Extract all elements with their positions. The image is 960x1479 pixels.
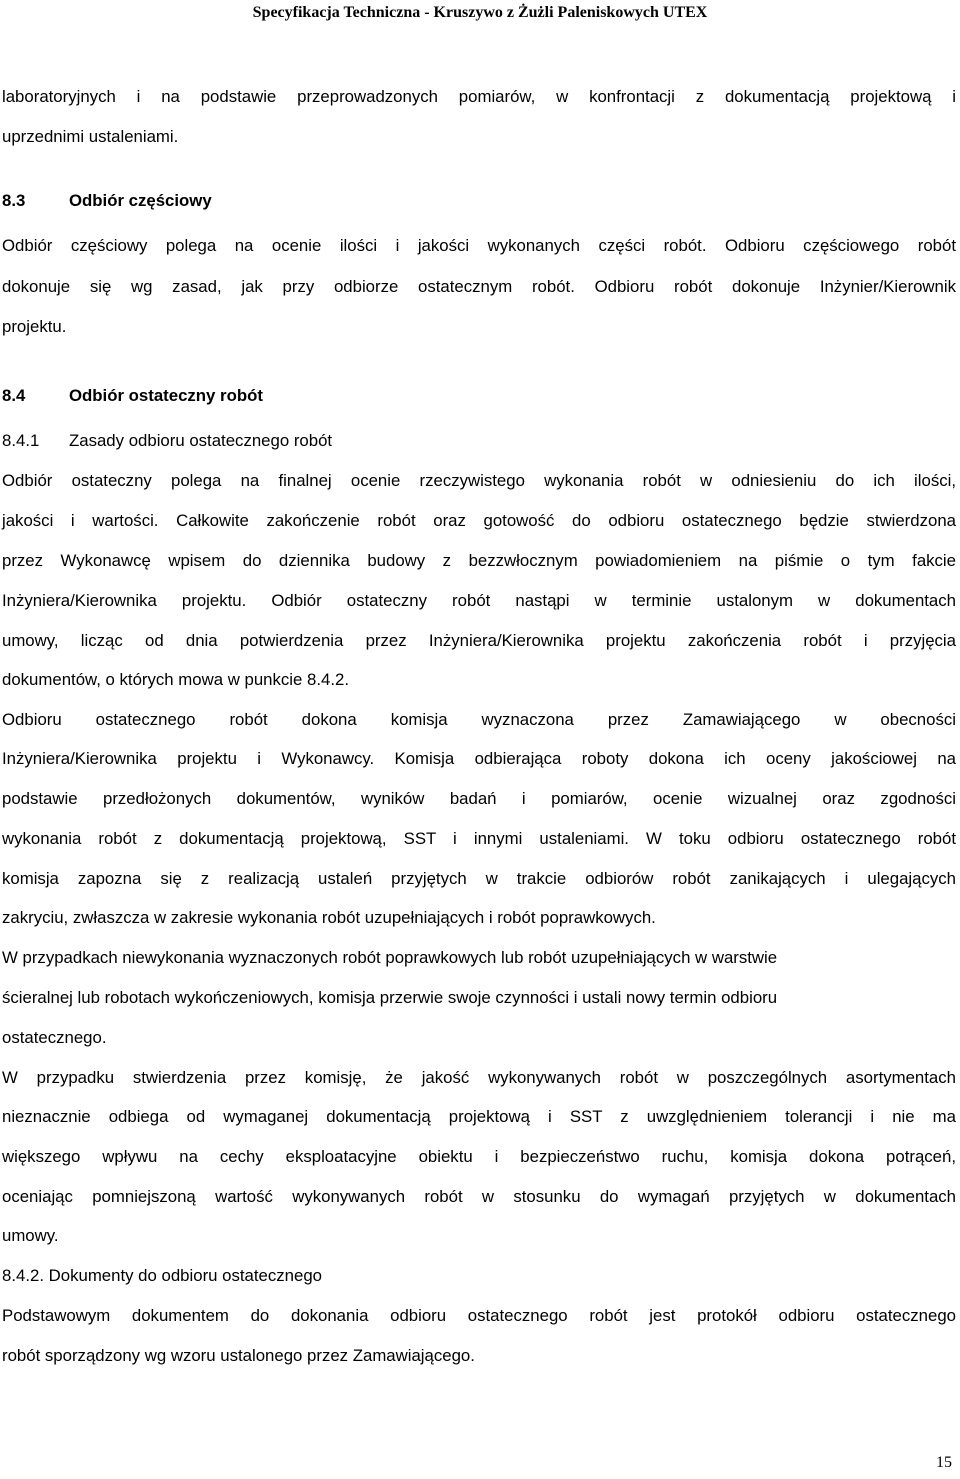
paragraph-line: dokumentów, o których mowa w punkcie 8.4.2. xyxy=(2,670,349,689)
paragraph-line: robót sporządzony wg wzoru ustalonego przez Zamawiającego. xyxy=(2,1346,475,1365)
paragraph-line: laboratoryjnych i na podstawie przeprowadzonych pomiarów, w konfrontacji z dokumentacją projektową i xyxy=(2,87,956,106)
subsection-heading-8-4-1 xyxy=(2,431,956,451)
paragraph-line: oceniając pomniejszoną wartość wykonywanych robót w stosunku do wymagań przyjętych w dokumentach xyxy=(2,1187,956,1206)
paragraph-line: uprzednimi ustaleniami. xyxy=(2,127,179,146)
subsection-title: Zasady odbioru ostatecznego robót xyxy=(69,431,333,450)
paragraph-line: ostatecznego. xyxy=(2,1028,107,1047)
section-heading-8-3 xyxy=(2,191,956,211)
section-number: 8.4 xyxy=(2,386,26,405)
paragraph-line: Inżyniera/Kierownika projektu i Wykonawcy. Komisja odbierająca roboty dokona ich oceny jakościowej na xyxy=(2,749,956,768)
paragraph-line: Odbioru ostatecznego robót dokona komisja wyznaczona przez Zamawiającego w obecności xyxy=(2,710,956,729)
subsection-number: 8.4.1 xyxy=(2,431,40,450)
paragraph-line: umowy, licząc od dnia potwierdzenia przez Inżyniera/Kierownika projektu zakończenia robót i przyjęcia xyxy=(2,631,956,650)
paragraph-line: Odbiór częściowy polega na ocenie ilości i jakości wykonanych części robót. Odbioru częściowego robót xyxy=(2,236,956,255)
paragraph-line: projektu. xyxy=(2,317,67,336)
paragraph-line: większego wpływu na cechy eksploatacyjne obiektu i bezpieczeństwo ruchu, komisja dokona potrąceń, xyxy=(2,1147,956,1166)
paragraph-line: Podstawowym dokumentem do dokonania odbioru ostatecznego robót jest protokół odbioru ostatecznego xyxy=(2,1306,956,1325)
document-header: Specyfikacja Techniczna - Kruszywo z Żużli Paleniskowych UTEX xyxy=(252,4,708,21)
paragraph-line: wykonania robót z dokumentacją projektową, SST i innymi ustaleniami. W toku odbioru ostatecznego robót xyxy=(2,829,956,848)
paragraph-line: przez Wykonawcę wpisem do dziennika budowy z bezzwłocznym powiadomieniem na piśmie o tym fakcie xyxy=(2,551,956,570)
paragraph-line: Inżyniera/Kierownika projektu. Odbiór ostateczny robót nastąpi w terminie ustalonym w dokumentach xyxy=(2,591,956,610)
section-heading-8-4 xyxy=(2,386,956,406)
paragraph-line: komisja zapozna się z realizacją ustaleń przyjętych w trakcie odbiorów robót zanikających i ulegających xyxy=(2,869,956,888)
paragraph-line: umowy. xyxy=(2,1226,59,1245)
section-title: Odbiór ostateczny robót xyxy=(69,386,263,405)
paragraph-line: zakryciu, zwłaszcza w zakresie wykonania robót uzupełniających i robót poprawkowych. xyxy=(2,908,656,927)
paragraph-line: W przypadkach niewykonania wyznaczonych robót poprawkowych lub robót uzupełniających w warstwie xyxy=(2,948,778,967)
paragraph-line: podstawie przedłożonych dokumentów, wyników badań i pomiarów, ocenie wizualnej oraz zgodności xyxy=(2,789,956,808)
subsection-heading-8-4-2: 8.4.2. Dokumenty do odbioru ostatecznego xyxy=(2,1266,322,1285)
section-number: 8.3 xyxy=(2,191,26,210)
paragraph-line: Odbiór ostateczny polega na finalnej ocenie rzeczywistego wykonania robót w odniesieniu do ich ilości, xyxy=(2,471,956,490)
section-title: Odbiór częściowy xyxy=(69,191,212,210)
paragraph-line: jakości i wartości. Całkowite zakończenie robót oraz gotowość do odbioru ostatecznego będzie stwierdzona xyxy=(2,511,956,530)
paragraph-line: dokonuje się wg zasad, jak przy odbiorze ostatecznym robót. Odbioru robót dokonuje Inżynier/Kierownik xyxy=(2,277,956,296)
paragraph-line: nieznacznie odbiega od wymaganej dokumentacją projektową i SST z uwzględnieniem tolerancji i nie ma xyxy=(2,1107,956,1126)
paragraph-line: ścieralnej lub robotach wykończeniowych, komisja przerwie swoje czynności i ustali nowy termin odbioru xyxy=(2,988,778,1007)
paragraph-line: W przypadku stwierdzenia przez komisję, że jakość wykonywanych robót w poszczególnych asortymentach xyxy=(2,1068,956,1087)
page-number: 15 xyxy=(936,1454,952,1471)
